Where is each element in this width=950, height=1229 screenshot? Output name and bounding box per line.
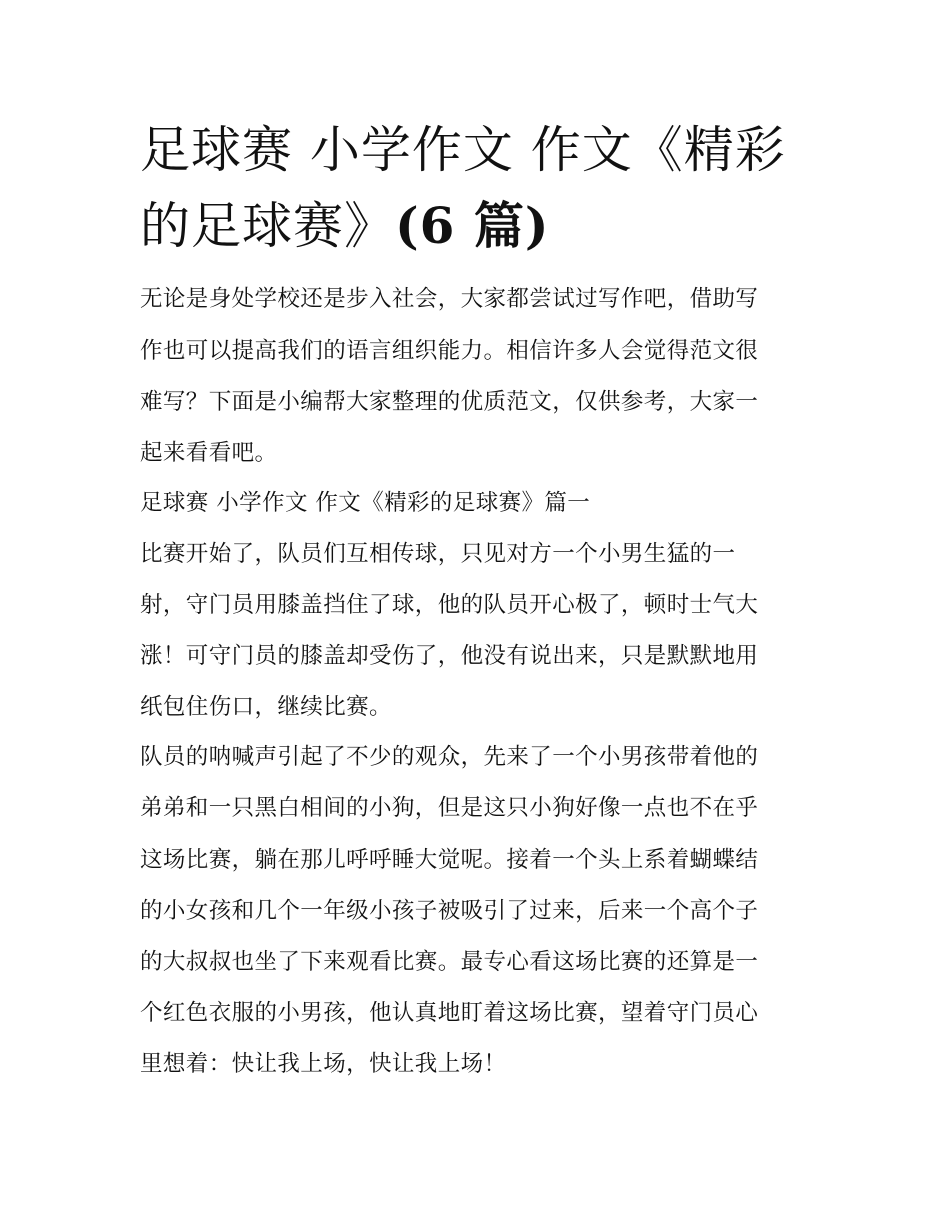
document-title [140, 112, 820, 264]
paragraph-1-line-3: 涨！可守门员的膝盖却受伤了，他没有说出来，只是默默地用 [140, 643, 759, 669]
paragraph-2-line-4: 的小女孩和几个一年级小孩子被吸引了过来，后来一个高个子 [140, 898, 759, 924]
paragraph-2-line-6: 个红色衣服的小男孩，他认真地盯着这场比赛，望着守门员心 [140, 1000, 759, 1026]
paragraph-2-line-1: 队员的呐喊声引起了不少的观众，先来了一个小男孩带着他的 [140, 744, 759, 770]
intro-line-1: 无论是身处学校还是步入社会，大家都尝试过写作吧，借助写 [140, 286, 759, 312]
title-count: (6 篇) [395, 196, 550, 255]
intro-line-2: 作也可以提高我们的语言组织能力。相信许多人会觉得范文很 [140, 338, 759, 364]
paragraph-2-line-3: 这场比赛，躺在那儿呼呼睡大觉呢。接着一个头上系着蝴蝶结 [140, 847, 759, 873]
intro-line-4: 起来看看吧。 [140, 440, 278, 466]
title-line-1: 足球赛 小学作文 作文《精彩 [140, 121, 786, 179]
section-heading: 足球赛 小学作文 作文《精彩的足球赛》篇一 [140, 490, 591, 516]
paragraph-2-line-5: 的大叔叔也坐了下来观看比赛。最专心看这场比赛的还算是一 [140, 949, 759, 975]
paragraph-2-line-2: 弟弟和一只黑白相间的小狗，但是这只小狗好像一点也不在乎 [140, 795, 759, 821]
paragraph-1-line-2: 射，守门员用膝盖挡住了球，他的队员开心极了，顿时士气大 [140, 592, 759, 618]
title-line-2: 的足球赛》 [140, 197, 395, 255]
paragraph-1-line-4: 纸包住伤口，继续比赛。 [140, 694, 392, 720]
intro-line-3: 难写？下面是小编帮大家整理的优质范文，仅供参考，大家一 [140, 389, 759, 415]
paragraph-1-line-1: 比赛开始了，队员们互相传球，只见对方一个小男生猛的一 [140, 541, 736, 567]
paragraph-2-line-7: 里想着：快让我上场，快让我上场！ [140, 1051, 507, 1077]
